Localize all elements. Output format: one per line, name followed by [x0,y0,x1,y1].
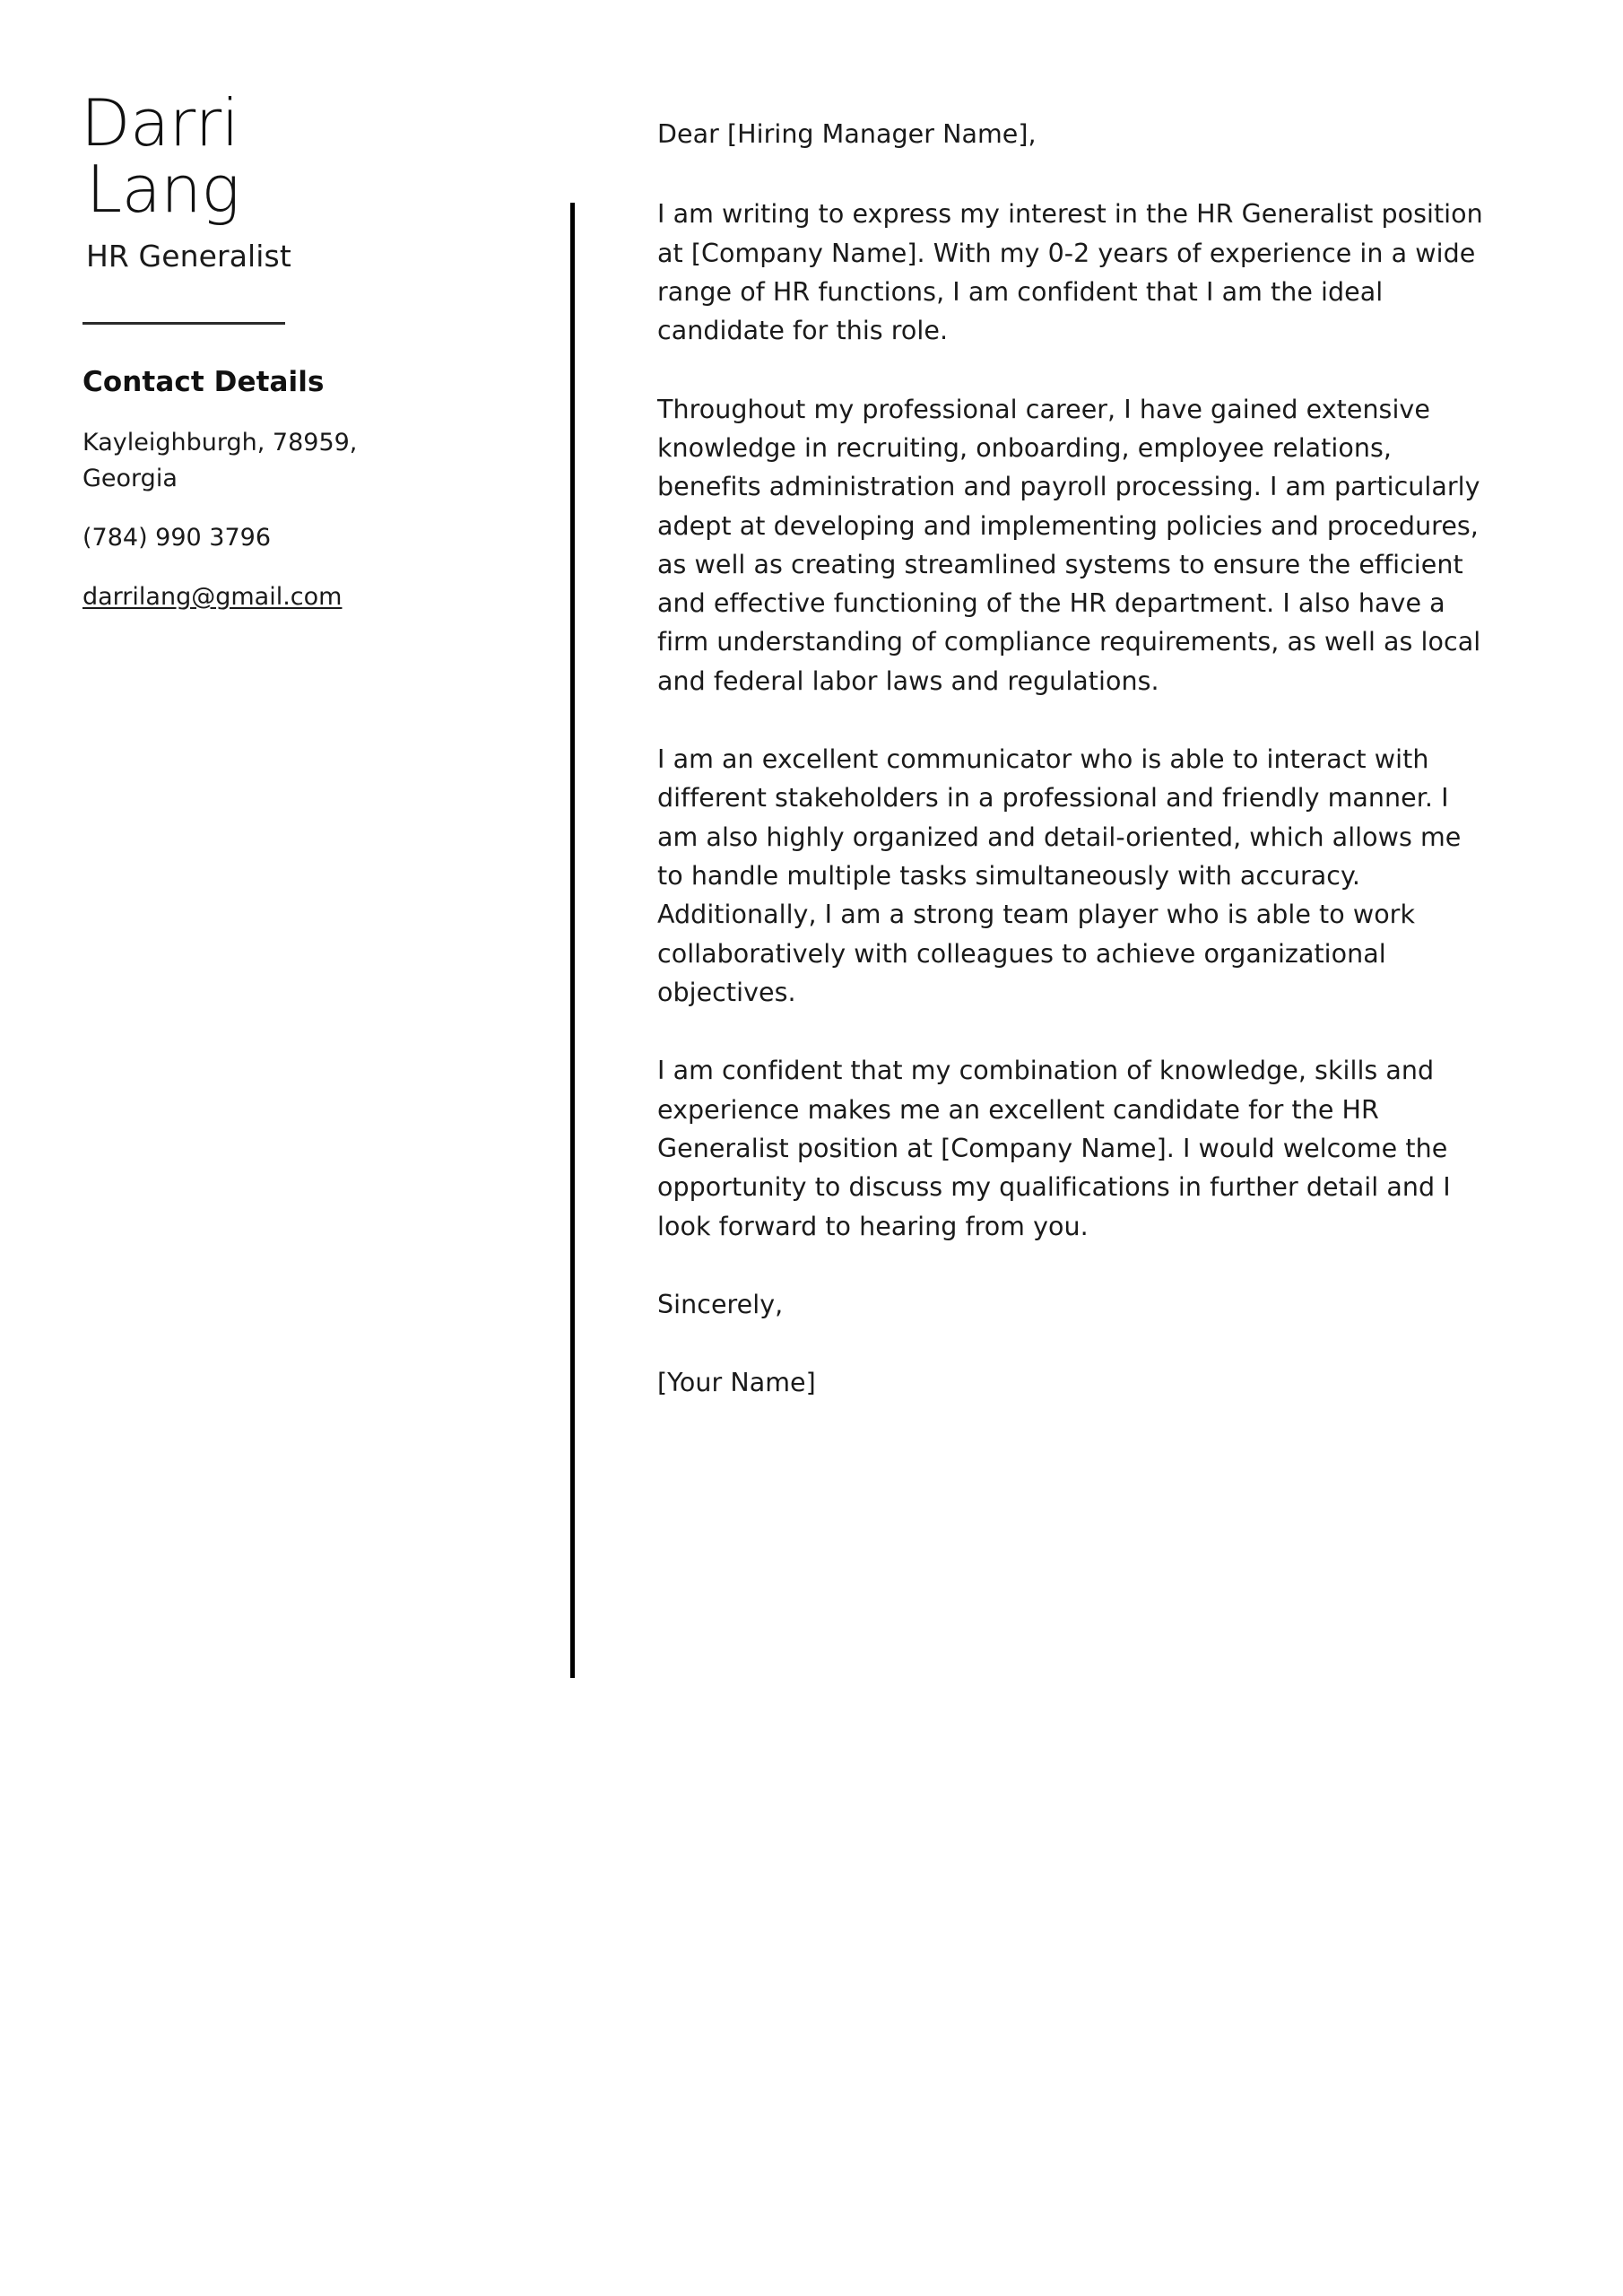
applicant-name [81,85,511,228]
contact-address: Kayleighburgh, 78959, Georgia [82,429,358,493]
letter-signature: [Your Name] [657,1368,816,1398]
letter-paragraph-4: I am confident that my combination of knowledge, skills and experience makes me an excellent candidate for the HR Generalist position at [Company Name]. I would welcome the opportunity to discuss my qualifications in further detail and I look forward to hearing from you. [657,1056,1451,1241]
contact-details-heading: Contact Details [82,366,325,399]
contact-list [82,425,511,615]
contact-phone[interactable]: (784) 990 3796 [82,524,272,552]
job-title: HR Generalist [86,239,291,274]
header-divider [82,322,285,325]
last-name: Lang [86,152,240,228]
letter-closing: Sincerely, [657,1289,784,1319]
letter-paragraph-1: I am writing to express my interest in the HR Generalist position at [Company Name]. With my 0-2 years of experience in a wide range of HR functions, I am confident that I am the ideal candidate for this role. [657,199,1483,346]
letter-paragraph-3: I am an excellent communicator who is able to interact with different stakeholders in a professional and friendly manner. I am also highly organized and detail-oriented, which allows me to handle multiple tasks simultaneously with accuracy. Additionally, I am a strong team player who is able to work collaboratively with colleagues to achieve organizational objectives. [657,744,1462,1007]
letter-salutation: Dear [Hiring Manager Name], [657,119,1037,149]
contact-email-row [82,579,396,615]
vertical-divider [570,203,575,1678]
contact-email-link[interactable]: darrilang@gmail.com [82,583,343,612]
letter-body [657,115,1491,1402]
sidebar [81,85,511,615]
first-name: Darri [81,85,239,161]
letter-paragraph-2: Throughout my professional career, I have gained extensive knowledge in recruiting, onboarding, employee relations, benefits administration and payroll processing. I am particularly adept at developing and implementing policies and procedures, as well as creating streamlined systems to ensure the efficient and effective functioning of the HR department. I also have a firm understanding of compliance requirements, as well as local and federal labor laws and regulations. [657,394,1481,696]
